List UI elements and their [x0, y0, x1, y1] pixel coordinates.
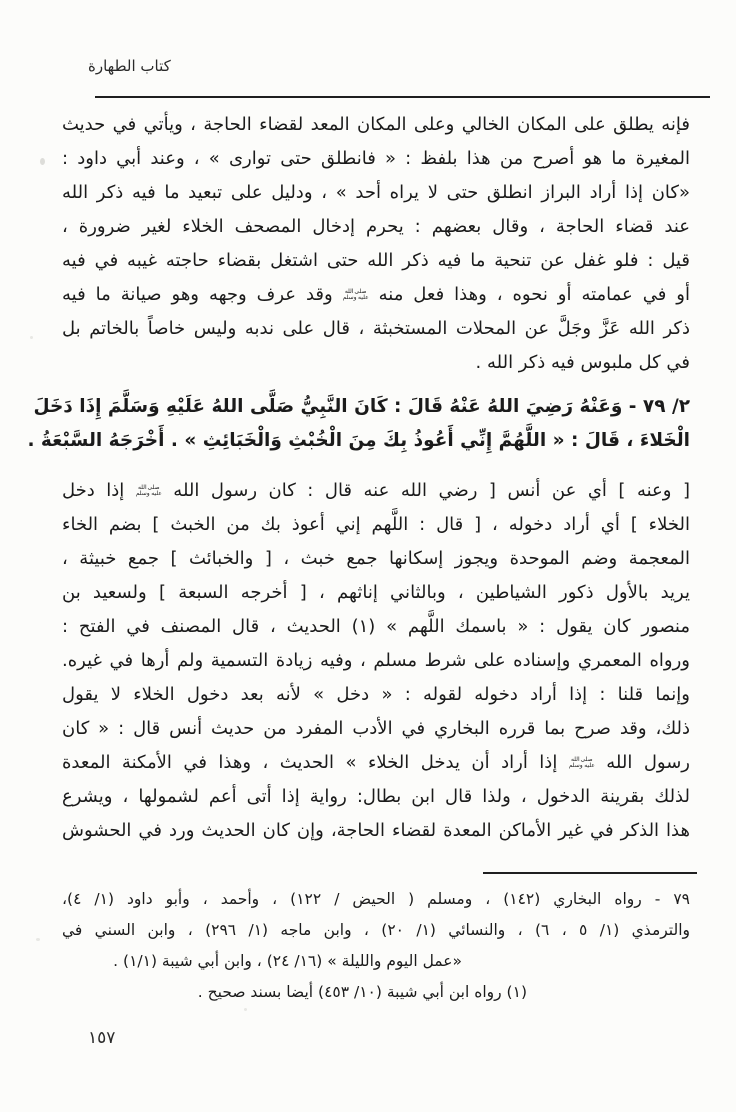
saw-honorific-ligature: صلى الله عليه وسلم: [342, 287, 369, 301]
body-line: هذا الذكر في غير الأماكن المعدة لقضاء الحاجة، وإن كان الحديث ورد في الحشوش: [62, 820, 690, 841]
saw-honorific-ligature: صلى الله عليه وسلم: [135, 483, 162, 497]
scan-speck: [30, 336, 33, 339]
scan-speck: [40, 158, 45, 165]
scan-speck: [244, 1008, 247, 1011]
body-line: ذكر الله عَزَّ وجَلَّ عن المحلات المستخبثة ، قال على ندبه وليس خاصاً بالخاتم بل: [62, 318, 690, 339]
body-line: ورواه المعمري وإسناده على شرط مسلم ، وفيه زيادة التسمية ولم أرها في غيره.: [62, 650, 690, 671]
page-number: ١٥٧: [88, 1028, 116, 1048]
body-line: عند قضاء الحاجة ، وقال بعضهم : يحرم إدخال المصحف الخلاء لغير ضرورة ،: [62, 216, 690, 237]
body-line: أو في عمامته أو نحوه ، وهذا فعل منه صلى الله عليه وسلم وقد عرف وجهه وهو صيانة ما فيه: [62, 284, 690, 305]
saw-honorific-ligature: صلى الله عليه وسلم: [568, 755, 595, 769]
body-line: يريد بالأول ذكور الشياطين ، وبالثاني إناثهم ، [ أخرجه السبعة ] ولسعيد بن: [62, 582, 690, 603]
scan-speck: [36, 938, 40, 941]
footnote-separator-rule: [483, 872, 697, 874]
body-line: وإنما قلنا : إذا أراد دخوله لقوله : « دخل » لأنه بعد دخول الخلاء لا يقول: [62, 684, 690, 705]
body-line: ذلك، وقد صرح بما قرره البخاري في الأدب المفرد من حديث أنس قال : « كان: [62, 718, 690, 739]
footnote-line: «عمل اليوم والليلة » (١٦/ ٢٤) ، وابن أبي شيبة (١/١) .: [113, 952, 462, 970]
body-line: الخلاء ] أي أراد دخوله ، [ قال : اللَّهم إني أعوذ بك من الخبث ] بضم الخاء: [62, 514, 690, 535]
footnote-line: (١) رواه ابن أبي شيبة (١٠/ ٤٥٣) أيضا بسند صحيح .: [197, 983, 527, 1001]
body-line: [ وعنه ] أي عن أنس [ رضي الله عنه قال : كان رسول الله صلى الله عليه وسلم إذا دخل: [62, 480, 690, 501]
hadith-line: ٢/ ٧٩ - وَعَنْهُ رَضِيَ اللهُ عَنْهُ قَالَ : كَانَ النَّبِيُّ صَلَّى اللهُ عَلَيْهِ وَسَلَّمَ إِذَا دَخَلَ: [33, 396, 690, 417]
body-line: المغيرة ما هو أصرح من هذا بلفظ : « فانطلق حتى توارى » ، وعند أبي داود :: [62, 148, 690, 169]
header-rule: [95, 96, 710, 98]
footnotes: [62, 884, 690, 1008]
footnote-line: ٧٩ - رواه البخاري (١٤٢) ، ومسلم ( الحيض / ١٢٢) ، وأحمد ، وأبو داود (١/ ٤)،: [62, 890, 690, 908]
body-line: لذلك بقرينة الدخول ، ولذا قال ابن بطال: رواية إذا أتى أعم لشمولها ، ويشرع: [62, 786, 690, 807]
body-line: المعجمة وضم الموحدة ويجوز إسكانها جمع خبث ، [ والخبائث ] جمع خبيثة ،: [62, 548, 690, 569]
hadith-line: الْخَلاءَ ، قَالَ : « اللَّهُمَّ إِنِّي أَعُوذُ بِكَ مِنَ الْخُبْثِ وَالْخَبَائِثِ » . أَخْرَجَهُ السَّبْعَةُ .: [27, 430, 690, 451]
body-line: منصور كان يقول : « باسمك اللَّهم » (١) الحديث ، قال المصنف في الفتح :: [62, 616, 691, 637]
body-line: «كان إذا أراد البراز انطلق حتى لا يراه أحد » ، ودليل على تبعيد ما فيه ذكر الله: [62, 182, 690, 203]
body-line: رسول الله صلى الله عليه وسلم إذا أراد أن يدخل الخلاء » الحديث ، وهذا في الأمكنة المعدة: [62, 752, 690, 773]
body-text: [27, 108, 691, 848]
body-line: فإنه يطلق على المكان الخالي وعلى المكان المعد لقضاء الحاجة ، ويأتي في حديث: [62, 114, 690, 135]
running-head: كتاب الطهارة: [88, 57, 171, 75]
body-line: قيل : فلو غفل عن تنحية ما فيه ذكر الله حتى اشتغل بقضاء حاجته غيبه في فيه: [62, 250, 690, 271]
footnote-line: والترمذي (١/ ٥ ، ٦) ، والنسائي (١/ ٢٠) ، وابن ماجه (١/ ٢٩٦) ، وابن السني في: [62, 921, 690, 939]
body-line: في كل ملبوس فيه ذكر الله .: [475, 352, 690, 373]
